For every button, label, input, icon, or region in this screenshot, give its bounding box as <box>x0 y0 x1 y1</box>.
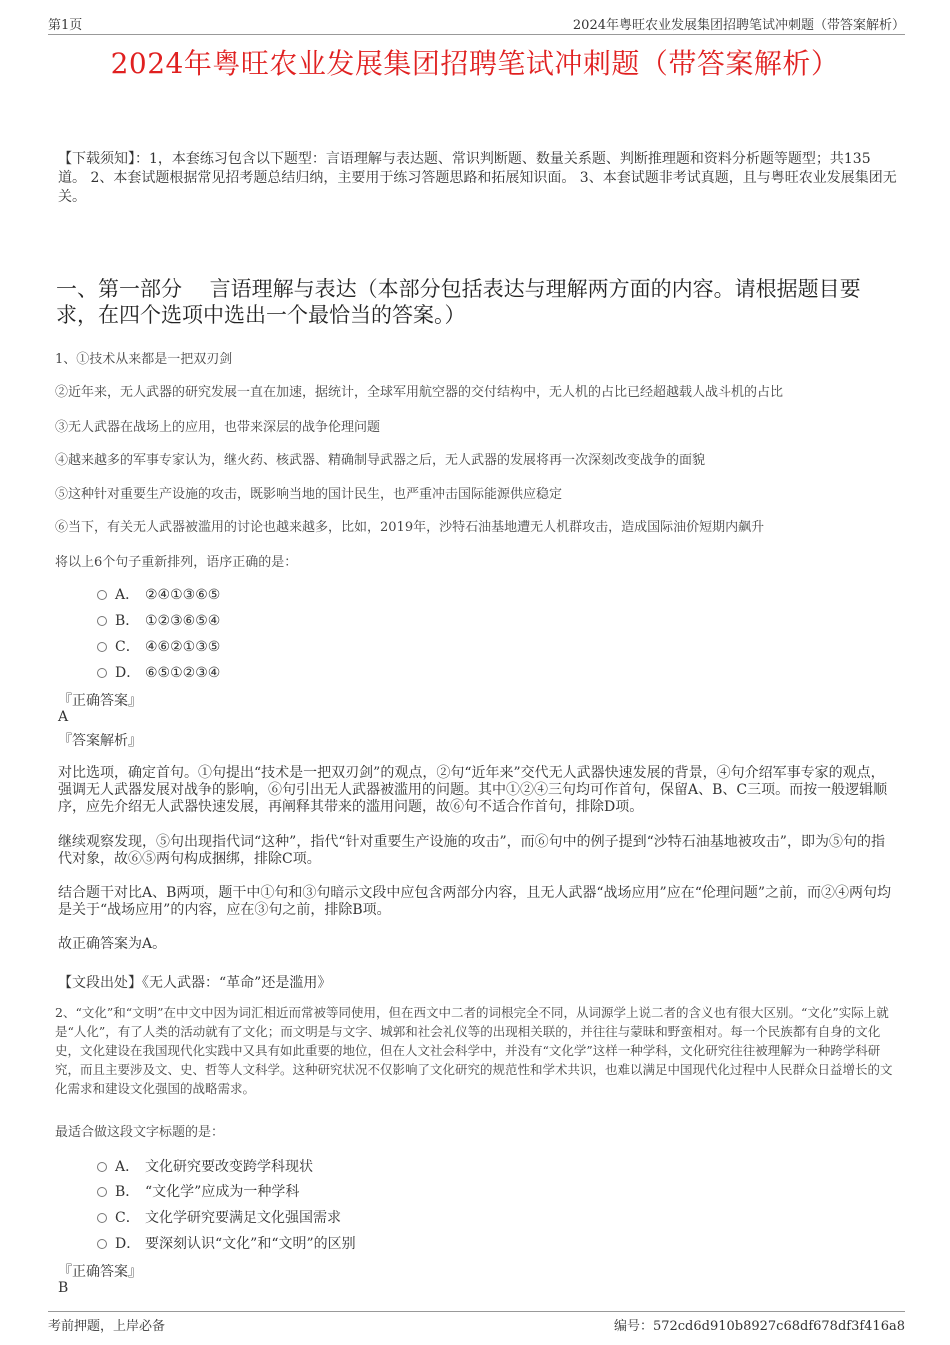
option-text: ②④①③⑥⑤ <box>145 587 221 603</box>
q2-option-c[interactable] <box>97 1207 341 1227</box>
q1-option-a[interactable] <box>97 584 220 604</box>
q2-option-d[interactable] <box>97 1233 356 1253</box>
option-text: 要深刻认识“文化”和“文明”的区别 <box>145 1236 356 1252</box>
option-text: 文化学研究要满足文化强国需求 <box>145 1210 341 1226</box>
radio-icon[interactable] <box>97 590 107 600</box>
footer-slogan: 考前押题，上岸必备 <box>48 1319 166 1334</box>
q1-prompt: 将以上6个句子重新排列，语序正确的是： <box>55 555 298 570</box>
q2-option-a[interactable] <box>97 1156 313 1176</box>
option-key: B． <box>115 1184 140 1200</box>
q2-prompt: 最适合做这段文字标题的是： <box>55 1125 225 1140</box>
radio-icon[interactable] <box>97 642 107 652</box>
q1-line-2: ②近年来，无人武器的研究发展一直在加速，据统计，全球军用航空器的交付结构中，无人机的占比已经超越载人战斗机的占比 <box>55 385 784 400</box>
q1-option-d[interactable] <box>97 662 220 682</box>
q1-analysis-1: 对比选项，确定首句。①句提出“技术是一把双刃剑”的观点，②句“近年来”交代无人武器快速发展的背景，④句介绍军事专家的观点，强调无人武器发展对战争的影响，⑥句引出无人武器被滥用的问题。其中①②④三句均可作首句，保留A、B、C三项。而按一般逻辑顺序，应先介绍无人武器快速发展，再阐释其带来的滥用问题，故⑥句不适合作首句，排除D项。 <box>58 765 888 815</box>
radio-icon[interactable] <box>97 668 107 678</box>
option-key: C． <box>115 639 140 655</box>
radio-icon[interactable] <box>97 1213 107 1223</box>
q1-line-3: ③无人武器在战场上的应用，也带来深层的战争伦理问题 <box>55 420 381 435</box>
radio-icon[interactable] <box>97 1187 107 1197</box>
download-notice: 【下载须知】：1，本套练习包含以下题型：言语理解与表达题、常识判断题、数量关系题、判断推理题和资料分析题等题型；共135道。 2、本套试题根据常见招考题总结归纳，主要用于练习答题思路和拓展知识面。 3、本套试题非考试真题，且与粤旺农业发展集团无关。 <box>58 151 897 205</box>
option-text: ⑥⑤①②③④ <box>145 665 221 681</box>
radio-icon[interactable] <box>97 1239 107 1249</box>
option-key: A． <box>115 587 140 603</box>
q1-line-4: ④越来越多的军事专家认为，继火药、核武器、精确制导武器之后，无人武器的发展将再一次深刻改变战争的面貌 <box>55 453 706 468</box>
q1-analysis-3: 结合题干对比A、B两项，题干中①句和③句暗示文段中应包含两部分内容，且无人武器“战场应用”应在“伦理问题”之前，而②④两句均是关于“战场应用”的内容，应在③句之前，排除B项。 <box>58 885 892 918</box>
q1-option-c[interactable] <box>97 636 220 656</box>
page-footer <box>48 1311 905 1334</box>
q1-analysis-2: 继续观察发现，⑤句出现指代词“这种”，指代“针对重要生产设施的攻击”，而⑥句中的例子提到“沙特石油基地被攻击”，即为⑤句的指代对象，故⑥⑤两句构成捆绑，排除C项。 <box>58 834 885 867</box>
option-key: D． <box>115 1236 141 1252</box>
page-header <box>48 14 905 35</box>
q1-analysis-4: 故正确答案为A。 <box>58 936 167 952</box>
q1-analysis-label: 『答案解析』 <box>58 733 142 749</box>
option-key: B． <box>115 613 140 629</box>
q1-option-b[interactable] <box>97 610 220 630</box>
q2-passage: 2、“文化”和“文明”在中文中因为词汇相近而常被等同使用，但在西文中二者的词根完全不同，从词源学上说二者的含义也有很大区别。“文化”实际上就是“人化”，有了人类的活动就有了文化；而文明是与文字、城郭和社会礼仪等的出现相关联的，并往往与蒙昧和野蛮相对。每一个民族都有自身的文化史，文化建设在我国现代化实践中又具有如此重要的地位，但在人文社会科学中，并没有“文化学”这样一种学科，文化研究往往被理解为一种跨学科研究，而且主要涉及文、史、哲等人文科学。这种研究状况不仅影响了文化研究的规范性和学术共识，也难以满足中国现代化过程中人民群众日益增长的文化需求和建设文化强国的战略需求。 <box>55 1005 893 1096</box>
option-text: 文化研究要改变跨学科现状 <box>145 1159 313 1175</box>
page-number: 第1页 <box>48 18 83 33</box>
section-heading: 一、第一部分 言语理解与表达（本部分包括表达与理解两方面的内容。请根据题目要求，在四个选项中选出一个最恰当的答案。） <box>56 277 861 327</box>
radio-icon[interactable] <box>97 1162 107 1172</box>
footer-serial: 编号：572cd6d910b8927c68df678df3f416a8 <box>613 1319 905 1334</box>
option-key: D． <box>115 665 141 681</box>
q2-answer: B <box>58 1280 69 1296</box>
q1-line-1: 1、①技术从来都是一把双刃剑 <box>55 352 233 367</box>
option-text: ④⑥②①③⑤ <box>145 639 221 655</box>
q1-source: 【文段出处】《无人武器：“革命”还是滥用》 <box>58 975 332 991</box>
doc-title: 2024年粤旺农业发展集团招聘笔试冲刺题（带答案解析） <box>110 47 840 80</box>
q1-line-6: ⑥当下，有关无人武器被滥用的讨论也越来越多，比如，2019年，沙特石油基地遭无人机群攻击，造成国际油价短期内飙升 <box>55 520 765 535</box>
header-doc-title: 2024年粤旺农业发展集团招聘笔试冲刺题（带答案解析） <box>572 18 905 33</box>
option-text: ①②③⑥⑤④ <box>145 613 221 629</box>
q1-answer-label: 『正确答案』 <box>58 693 142 709</box>
option-key: A． <box>115 1159 140 1175</box>
radio-icon[interactable] <box>97 616 107 626</box>
option-text: “文化学”应成为一种学科 <box>145 1184 300 1200</box>
option-key: C． <box>115 1210 140 1226</box>
q2-answer-label: 『正确答案』 <box>58 1264 142 1280</box>
q1-answer: A <box>58 709 69 725</box>
q2-option-b[interactable] <box>97 1181 299 1201</box>
q1-line-5: ⑤这种针对重要生产设施的攻击，既影响当地的国计民生，也严重冲击国际能源供应稳定 <box>55 487 563 502</box>
